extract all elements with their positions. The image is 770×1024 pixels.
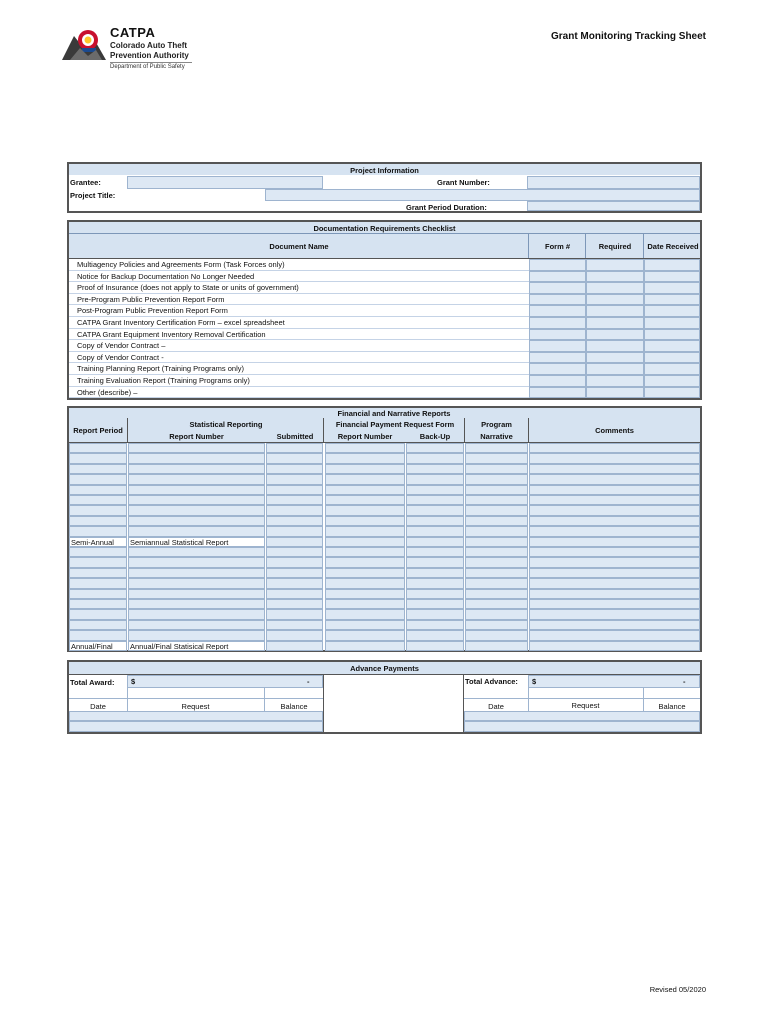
report-row [69, 516, 700, 526]
report-cell[interactable] [325, 578, 405, 588]
doc-form-cell[interactable] [529, 282, 586, 294]
report-cell[interactable] [465, 620, 528, 630]
report-cell[interactable] [406, 557, 464, 567]
doc-form-cell[interactable] [529, 271, 586, 283]
report-cell[interactable] [325, 464, 405, 474]
catpa-logo [62, 26, 106, 62]
report-cell[interactable] [529, 578, 700, 588]
advance-right-col-request: Request [571, 701, 600, 710]
project-information-section [67, 162, 702, 213]
report-cell[interactable] [529, 641, 700, 651]
report-cell[interactable] [406, 609, 464, 619]
report-cell[interactable] [529, 557, 700, 567]
doc-row [69, 375, 700, 387]
doc-row [69, 317, 700, 329]
semi-annual-report-number: Semiannual Statistical Report [128, 537, 265, 547]
report-cell[interactable] [69, 516, 127, 526]
report-row [69, 505, 700, 515]
doc-required-cell[interactable] [586, 340, 644, 352]
report-cell[interactable] [325, 516, 405, 526]
report-cell[interactable] [465, 609, 528, 619]
report-cell[interactable] [325, 568, 405, 578]
report-row [69, 630, 700, 640]
advance-right-row-1[interactable] [464, 711, 700, 721]
doc-row [69, 259, 700, 271]
report-cell[interactable] [529, 464, 700, 474]
report-cell[interactable] [406, 620, 464, 630]
org-department: Department of Public Safety [110, 64, 185, 70]
report-cell[interactable] [69, 547, 127, 557]
doc-form-cell[interactable] [529, 340, 586, 352]
advance-left-col-date: Date [90, 702, 106, 711]
grant-number-field[interactable] [527, 176, 700, 189]
report-cell[interactable] [325, 485, 405, 495]
report-cell[interactable] [529, 620, 700, 630]
doc-form-cell[interactable] [529, 387, 586, 399]
doc-row-name: Training Evaluation Report (Training Programs only) [77, 376, 250, 385]
report-cell[interactable] [266, 505, 323, 515]
doc-required-cell[interactable] [586, 329, 644, 341]
total-award-field[interactable] [127, 675, 323, 688]
total-advance-value: - [683, 677, 686, 686]
report-cell[interactable] [406, 516, 464, 526]
report-row [69, 589, 700, 599]
advance-title: Advance Payments [350, 664, 419, 673]
doc-row [69, 340, 700, 352]
report-row [69, 526, 700, 536]
doc-form-cell[interactable] [529, 317, 586, 329]
doc-required-cell[interactable] [586, 317, 644, 329]
project-info-title: Project Information [350, 166, 419, 175]
report-cell[interactable] [128, 443, 265, 453]
report-row [69, 547, 700, 557]
report-cell[interactable] [529, 568, 700, 578]
report-row [69, 578, 700, 588]
doc-row-name: Training Planning Report (Training Programs only) [77, 364, 245, 374]
doc-row-name: Copy of Vendor Contract – [77, 341, 166, 351]
logo-divider [110, 62, 192, 63]
org-name-line1: Colorado Auto Theft [110, 41, 188, 50]
doc-required-cell[interactable] [586, 375, 644, 387]
report-cell[interactable] [128, 464, 265, 474]
report-cell[interactable] [406, 547, 464, 557]
report-cell[interactable] [266, 516, 323, 526]
report-row [69, 537, 700, 547]
doc-form-cell[interactable] [529, 352, 586, 364]
report-cell[interactable] [465, 453, 528, 463]
report-cell[interactable] [266, 526, 323, 536]
report-cell[interactable] [325, 620, 405, 630]
doc-date-cell[interactable] [644, 294, 700, 306]
project-title-label: Project Title: [70, 191, 116, 200]
advance-payments-section [67, 660, 702, 734]
report-cell[interactable] [465, 464, 528, 474]
doc-row-name: Other (describe) – [77, 387, 138, 397]
doc-row-name: Notice for Backup Documentation No Longer Needed [77, 271, 255, 281]
report-row [69, 464, 700, 474]
report-cell[interactable] [128, 568, 265, 578]
report-row [69, 609, 700, 619]
report-cell[interactable] [325, 630, 405, 640]
report-cell[interactable] [325, 547, 405, 557]
doc-date-cell[interactable] [644, 259, 700, 271]
advance-right-col-date: Date [488, 702, 504, 711]
report-cell[interactable] [529, 609, 700, 619]
report-cell[interactable] [266, 557, 323, 567]
report-cell[interactable] [465, 474, 528, 484]
doc-form-cell[interactable] [529, 259, 586, 271]
report-cell[interactable] [128, 453, 265, 463]
reports-col-fin-number: Report Number [337, 432, 393, 441]
report-cell[interactable] [266, 589, 323, 599]
report-cell[interactable] [465, 495, 528, 505]
report-cell[interactable] [325, 589, 405, 599]
doc-required-cell[interactable] [586, 352, 644, 364]
doc-date-cell[interactable] [644, 329, 700, 341]
advance-left-col-balance: Balance [280, 702, 308, 711]
doc-row-name: Pre-Program Public Prevention Report Form [77, 294, 225, 304]
report-cell[interactable] [406, 474, 464, 484]
doc-row [69, 271, 700, 283]
docs-col-form-number: Form # [544, 242, 570, 251]
report-cell[interactable] [69, 557, 127, 567]
reports-col-period: Report Period [73, 426, 123, 435]
catpa-logo-icon [62, 26, 106, 62]
docs-col-required: Required [598, 242, 632, 251]
report-cell[interactable] [406, 578, 464, 588]
report-cell[interactable] [128, 495, 265, 505]
revised-date: Revised 05/2020 [649, 985, 706, 994]
report-cell[interactable] [529, 495, 700, 505]
report-cell[interactable] [266, 443, 323, 453]
report-cell[interactable] [128, 505, 265, 515]
doc-row-name: Copy of Vendor Contract - [77, 352, 164, 362]
doc-required-cell[interactable] [586, 282, 644, 294]
report-row [69, 495, 700, 505]
org-name-line2: Prevention Authority [110, 51, 189, 60]
doc-row [69, 387, 700, 399]
report-cell[interactable] [128, 547, 265, 557]
report-cell[interactable] [406, 495, 464, 505]
report-cell[interactable] [266, 474, 323, 484]
report-cell[interactable] [266, 641, 323, 651]
report-cell[interactable] [406, 464, 464, 474]
report-cell[interactable] [529, 474, 700, 484]
total-award-label: Total Award: [70, 678, 115, 687]
report-cell[interactable] [128, 474, 265, 484]
report-cell[interactable] [128, 620, 265, 630]
report-cell[interactable] [69, 578, 127, 588]
reports-title: Financial and Narrative Reports [337, 409, 451, 418]
report-cell[interactable] [465, 516, 528, 526]
report-cell[interactable] [465, 537, 528, 547]
report-row [69, 641, 700, 651]
doc-required-cell[interactable] [586, 259, 644, 271]
report-cell[interactable] [266, 537, 323, 547]
report-cell[interactable] [266, 485, 323, 495]
report-cell[interactable] [69, 443, 127, 453]
report-cell[interactable] [128, 589, 265, 599]
grantee-field[interactable] [127, 176, 323, 189]
semi-annual-period: Semi-Annual [69, 537, 127, 547]
documentation-checklist-section [67, 220, 702, 400]
report-cell[interactable] [406, 453, 464, 463]
report-cell[interactable] [529, 537, 700, 547]
report-cell[interactable] [529, 589, 700, 599]
doc-form-cell[interactable] [529, 305, 586, 317]
report-cell[interactable] [266, 495, 323, 505]
doc-required-cell[interactable] [586, 294, 644, 306]
doc-form-cell[interactable] [529, 363, 586, 375]
doc-required-cell[interactable] [586, 271, 644, 283]
reports-col-comments: Comments [595, 426, 634, 435]
report-cell[interactable] [128, 557, 265, 567]
total-advance-field[interactable] [528, 675, 700, 688]
report-cell[interactable] [325, 474, 405, 484]
report-cell[interactable] [529, 453, 700, 463]
report-cell[interactable] [128, 609, 265, 619]
sheet-title: Grant Monitoring Tracking Sheet [550, 31, 706, 42]
project-title-field[interactable] [265, 189, 700, 201]
report-cell[interactable] [69, 464, 127, 474]
annual-final-report-number: Annual/Final Statisical Report [128, 641, 265, 651]
doc-row-name: CATPA Grant Inventory Certification Form – excel spreadsheet [77, 318, 285, 327]
doc-date-cell[interactable] [644, 317, 700, 329]
report-cell[interactable] [465, 526, 528, 536]
report-cell[interactable] [465, 557, 528, 567]
advance-right-row-2[interactable] [464, 721, 700, 732]
doc-row-name: Proof of Insurance (does not apply to State or units of government) [77, 283, 299, 293]
report-cell[interactable] [69, 620, 127, 630]
reports-col-backup: Back-Up [419, 432, 451, 441]
doc-date-cell[interactable] [644, 352, 700, 364]
report-cell[interactable] [465, 578, 528, 588]
report-cell[interactable] [69, 609, 127, 619]
report-cell[interactable] [325, 495, 405, 505]
total-advance-label: Total Advance: [465, 677, 518, 686]
report-cell[interactable] [465, 547, 528, 557]
report-row [69, 474, 700, 484]
report-cell[interactable] [465, 599, 528, 609]
report-cell[interactable] [128, 526, 265, 536]
advance-left-row-1[interactable] [69, 711, 323, 721]
report-row [69, 620, 700, 630]
report-cell[interactable] [406, 589, 464, 599]
report-cell[interactable] [325, 609, 405, 619]
report-cell[interactable] [325, 557, 405, 567]
report-cell[interactable] [69, 505, 127, 515]
report-cell[interactable] [465, 443, 528, 453]
total-award-currency: $ [131, 677, 136, 686]
report-cell[interactable] [529, 443, 700, 453]
report-cell[interactable] [266, 464, 323, 474]
report-cell[interactable] [69, 474, 127, 484]
doc-form-cell[interactable] [529, 294, 586, 306]
doc-row [69, 305, 700, 317]
report-cell[interactable] [69, 495, 127, 505]
report-cell[interactable] [529, 547, 700, 557]
report-row [69, 453, 700, 463]
report-cell[interactable] [69, 599, 127, 609]
report-cell[interactable] [406, 641, 464, 651]
doc-date-cell[interactable] [644, 387, 700, 399]
report-cell[interactable] [406, 537, 464, 547]
report-cell[interactable] [529, 599, 700, 609]
report-cell[interactable] [529, 630, 700, 640]
reports-col-submitted: Submitted [276, 432, 314, 441]
doc-date-cell[interactable] [644, 305, 700, 317]
report-cell[interactable] [529, 505, 700, 515]
grant-number-label: Grant Number: [437, 178, 490, 187]
doc-form-cell[interactable] [529, 329, 586, 341]
report-cell[interactable] [406, 599, 464, 609]
doc-row [69, 363, 700, 375]
total-award-value: - [307, 677, 310, 686]
report-cell[interactable] [465, 568, 528, 578]
report-row [69, 599, 700, 609]
reports-col-narrative-2: Narrative [480, 432, 513, 441]
report-row [69, 443, 700, 453]
report-cell[interactable] [128, 516, 265, 526]
org-short-name: CATPA [110, 25, 156, 40]
report-cell[interactable] [266, 547, 323, 557]
report-cell[interactable] [406, 505, 464, 515]
doc-date-cell[interactable] [644, 363, 700, 375]
report-cell[interactable] [465, 485, 528, 495]
doc-row [69, 352, 700, 364]
report-cell[interactable] [128, 578, 265, 588]
report-cell[interactable] [325, 526, 405, 536]
report-cell[interactable] [406, 485, 464, 495]
report-cell[interactable] [465, 589, 528, 599]
report-cell[interactable] [69, 453, 127, 463]
report-cell[interactable] [128, 485, 265, 495]
report-cell[interactable] [266, 630, 323, 640]
report-cell[interactable] [325, 537, 405, 547]
report-cell[interactable] [465, 630, 528, 640]
docs-col-document-name: Document Name [269, 242, 329, 251]
report-row [69, 485, 700, 495]
advance-right-col-balance: Balance [658, 702, 686, 711]
report-cell[interactable] [406, 568, 464, 578]
doc-row-name: Multiagency Policies and Agreements Form (Task Forces only) [77, 260, 285, 269]
doc-date-cell[interactable] [644, 375, 700, 387]
doc-date-cell[interactable] [644, 282, 700, 294]
report-cell[interactable] [128, 630, 265, 640]
doc-required-cell[interactable] [586, 387, 644, 399]
report-cell[interactable] [325, 453, 405, 463]
reports-col-fin-top: Financial Payment Request Form [335, 420, 455, 429]
report-cell[interactable] [69, 526, 127, 536]
report-row [69, 568, 700, 578]
report-row [69, 557, 700, 567]
docs-title: Documentation Requirements Checklist [313, 224, 456, 233]
grantee-label: Grantee: [70, 178, 101, 187]
report-cell[interactable] [266, 568, 323, 578]
report-cell[interactable] [69, 568, 127, 578]
report-cell[interactable] [128, 599, 265, 609]
doc-date-cell[interactable] [644, 340, 700, 352]
report-cell[interactable] [406, 526, 464, 536]
report-cell[interactable] [465, 505, 528, 515]
grant-period-label: Grant Period Duration: [406, 203, 487, 212]
report-cell[interactable] [69, 630, 127, 640]
reports-col-stat-top: Statistical Reporting [189, 420, 263, 429]
reports-col-stat-number: Report Number [169, 432, 224, 441]
report-cell[interactable] [406, 443, 464, 453]
report-cell[interactable] [529, 526, 700, 536]
doc-row [69, 294, 700, 306]
doc-row-name: Post-Program Public Prevention Report Form [77, 306, 228, 316]
report-cell[interactable] [465, 641, 528, 651]
reports-section [67, 406, 702, 652]
report-cell[interactable] [325, 505, 405, 515]
annual-final-period: Annual/Final [69, 641, 127, 651]
advance-left-col-request: Request [181, 702, 210, 711]
doc-row-name: CATPA Grant Equipment Inventory Removal Certification [77, 329, 266, 339]
report-cell[interactable] [266, 453, 323, 463]
report-cell[interactable] [529, 485, 700, 495]
reports-col-narrative-1: Program [481, 420, 512, 429]
report-cell[interactable] [266, 620, 323, 630]
report-cell[interactable] [406, 630, 464, 640]
doc-date-cell[interactable] [644, 271, 700, 283]
report-cell[interactable] [266, 609, 323, 619]
report-cell[interactable] [69, 589, 127, 599]
grant-period-field[interactable] [527, 201, 700, 211]
report-cell[interactable] [325, 599, 405, 609]
doc-required-cell[interactable] [586, 305, 644, 317]
doc-row [69, 282, 700, 294]
report-cell[interactable] [325, 641, 405, 651]
report-cell[interactable] [69, 485, 127, 495]
doc-form-cell[interactable] [529, 375, 586, 387]
report-cell[interactable] [529, 516, 700, 526]
doc-row [69, 329, 700, 341]
docs-col-date-received: Date Received [647, 242, 699, 251]
report-cell[interactable] [325, 443, 405, 453]
report-cell[interactable] [266, 599, 323, 609]
total-advance-currency: $ [532, 677, 537, 686]
advance-left-row-2[interactable] [69, 721, 323, 732]
report-cell[interactable] [266, 578, 323, 588]
doc-required-cell[interactable] [586, 363, 644, 375]
